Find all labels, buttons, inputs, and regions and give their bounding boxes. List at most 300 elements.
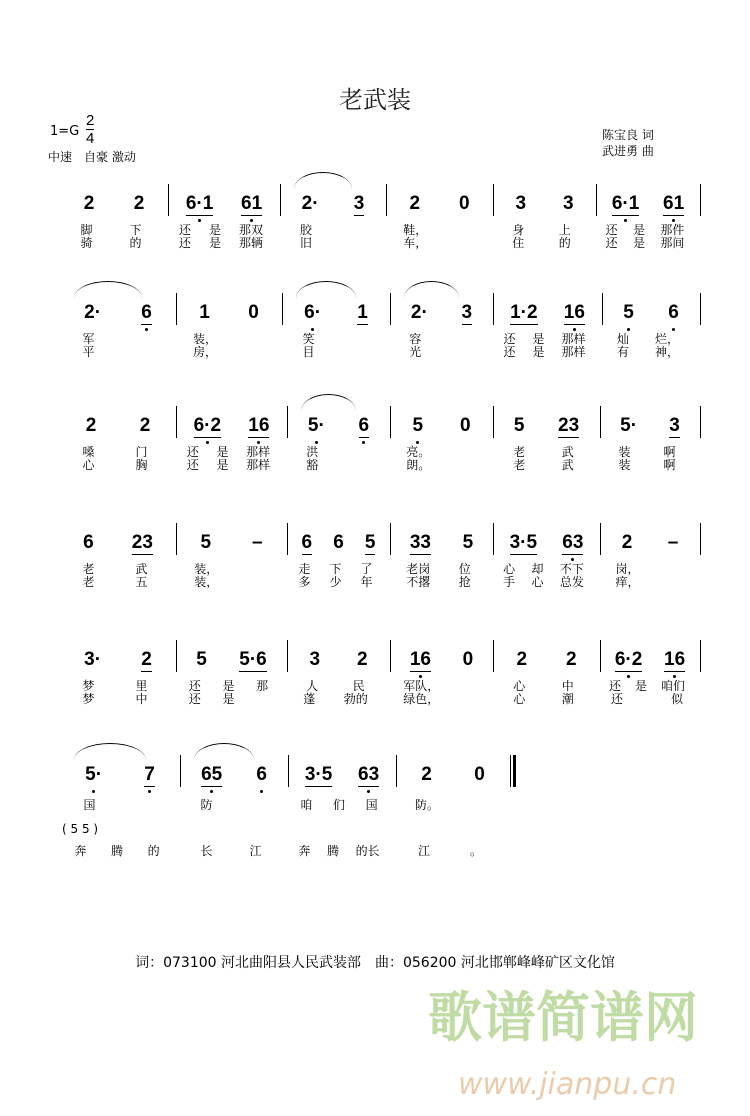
note: 2· bbox=[301, 193, 319, 214]
lyric-syllable: 啊 bbox=[663, 458, 676, 472]
lyric-syllable bbox=[247, 333, 259, 345]
note: 2 bbox=[85, 415, 97, 436]
measure bbox=[394, 299, 489, 327]
lyric-syllable: 老 bbox=[513, 445, 526, 459]
lyric-syllable: 还 bbox=[178, 223, 191, 237]
svg-text:歌谱简谱网: 歌谱简谱网 bbox=[428, 986, 698, 1049]
measure bbox=[394, 529, 489, 557]
lyric-syllable: 目 bbox=[302, 345, 315, 359]
lyric-line-v1 bbox=[289, 680, 382, 692]
note: 61 bbox=[663, 192, 685, 214]
note: 2· bbox=[410, 302, 428, 323]
lyric-line-v1 bbox=[392, 680, 485, 692]
note: 2 bbox=[621, 532, 633, 553]
staff-row bbox=[0, 761, 750, 858]
lyric-syllable: 上 bbox=[558, 223, 571, 237]
lyric-syllable bbox=[138, 799, 150, 811]
note: 0 bbox=[462, 649, 474, 670]
slur-arc bbox=[301, 394, 356, 411]
tempo-marking: 中速 自豪 激动 bbox=[48, 150, 136, 164]
lyric-syllable: 亮。 bbox=[406, 445, 431, 459]
note: 23 bbox=[558, 414, 580, 436]
slur-arc bbox=[296, 281, 356, 298]
lyric-syllable: 心 bbox=[503, 562, 516, 576]
lyric-line-v2 bbox=[178, 693, 279, 705]
lyric-line-v2 bbox=[495, 459, 592, 471]
lyric-syllable: 走 bbox=[298, 562, 311, 576]
lyric-syllable: 光 bbox=[409, 345, 422, 359]
lyric-line-v3 bbox=[398, 845, 502, 857]
note: 6 bbox=[358, 414, 370, 436]
lyric-syllable: 老 bbox=[82, 575, 95, 589]
lyric-syllable: 灿 bbox=[616, 332, 629, 346]
lyric-syllable: 武 bbox=[561, 445, 574, 459]
lyric-syllable: 的 bbox=[147, 844, 160, 858]
lyric-syllable: 嗓 bbox=[82, 445, 95, 459]
staff-row bbox=[0, 190, 750, 250]
lyric-syllable bbox=[458, 224, 470, 236]
lyric-syllable bbox=[135, 333, 147, 345]
measure bbox=[180, 412, 283, 440]
lyric-syllable: 还 bbox=[186, 445, 199, 459]
lyric-syllable: 神， bbox=[654, 345, 679, 359]
note: 6 bbox=[83, 532, 94, 553]
bar-line bbox=[600, 640, 601, 672]
lyric-syllable: 那双 bbox=[238, 223, 263, 237]
lyric-syllable: 还 bbox=[608, 679, 621, 693]
bar-line bbox=[396, 755, 397, 787]
note: 3·5 bbox=[509, 531, 538, 553]
measure bbox=[394, 646, 489, 674]
lyric-syllable: 还 bbox=[503, 332, 516, 346]
lyric-syllable: 总发 bbox=[559, 575, 584, 589]
lyric-syllable: 住 bbox=[512, 236, 525, 250]
bar-line bbox=[700, 184, 701, 216]
lyric-line-v2 bbox=[289, 693, 382, 705]
lyric-syllable bbox=[251, 576, 263, 588]
measure bbox=[172, 190, 276, 218]
bar-line bbox=[176, 406, 177, 438]
lyric-syllable bbox=[247, 346, 259, 358]
lyric-syllable: 是 bbox=[632, 223, 645, 237]
lyricist-credit: 陈宝良 词 bbox=[602, 128, 654, 142]
measure bbox=[180, 646, 283, 674]
lyric-line-v2 bbox=[178, 576, 279, 588]
bar-line bbox=[168, 184, 169, 216]
lyric-line-v1 bbox=[290, 799, 388, 811]
lyric-syllable: 军 bbox=[82, 332, 95, 346]
lyric-line-v2 bbox=[392, 459, 485, 471]
lyric-syllable: 心 bbox=[513, 692, 526, 706]
lyric-syllable: 是 bbox=[216, 445, 229, 459]
slur-arc bbox=[74, 743, 146, 760]
measure bbox=[291, 412, 386, 440]
note: 5 bbox=[364, 531, 376, 553]
note: 6 bbox=[333, 532, 344, 553]
lyric-line-v1 bbox=[289, 446, 382, 458]
lyric-syllable: 鞋， bbox=[403, 223, 428, 237]
lyric-line-v2 bbox=[178, 459, 279, 471]
lyric-line-v2 bbox=[392, 576, 485, 588]
note: 5· bbox=[620, 415, 638, 436]
note: 6·1 bbox=[611, 192, 640, 214]
bar-line bbox=[596, 184, 597, 216]
lyric-syllable bbox=[473, 799, 485, 811]
lyric-syllable: 装 bbox=[618, 445, 631, 459]
lyric-syllable: 的 bbox=[129, 236, 142, 250]
lyric-line-v3 bbox=[62, 845, 172, 857]
note: 16 bbox=[248, 414, 270, 436]
bar-line bbox=[180, 755, 181, 787]
lyric-line-v1 bbox=[392, 563, 485, 575]
staff-row bbox=[0, 412, 750, 472]
note: 0 bbox=[459, 415, 471, 436]
measure bbox=[291, 529, 386, 557]
lyric-line-v1 bbox=[284, 333, 382, 345]
note: 2 bbox=[139, 415, 151, 436]
measure bbox=[497, 190, 592, 218]
measure bbox=[497, 412, 596, 440]
measure bbox=[64, 190, 164, 218]
lyric-syllable: 的 bbox=[558, 236, 571, 250]
lyric-syllable: 江 bbox=[249, 844, 262, 858]
lyric-syllable bbox=[459, 446, 471, 458]
lyric-syllable: 还 bbox=[610, 692, 623, 706]
note: 0 bbox=[458, 193, 470, 214]
lyric-syllable: 老 bbox=[82, 562, 95, 576]
note: 6·2 bbox=[614, 648, 643, 670]
measure bbox=[400, 761, 506, 789]
bar-line bbox=[390, 293, 391, 325]
measure bbox=[64, 412, 172, 440]
note: 3·5 bbox=[304, 763, 333, 785]
measure bbox=[292, 761, 392, 789]
note: 1 bbox=[199, 302, 210, 323]
bar-line bbox=[493, 184, 494, 216]
lyric-syllable bbox=[348, 237, 360, 249]
lyric-syllable: 那 bbox=[256, 679, 269, 693]
lyric-syllable: 们 bbox=[332, 798, 345, 812]
lyric-syllable: 还 bbox=[186, 458, 199, 472]
note: 3 bbox=[669, 414, 680, 436]
composer-credit: 武进勇 曲 bbox=[602, 144, 654, 158]
staff-row bbox=[0, 529, 750, 589]
lyric-line-v1 bbox=[495, 333, 594, 345]
lyric-line-v1 bbox=[392, 333, 485, 345]
note: 2 bbox=[565, 649, 577, 670]
note: 2 bbox=[516, 649, 528, 670]
measure bbox=[180, 529, 283, 557]
lyric-syllable: 脚 bbox=[80, 223, 93, 237]
measure bbox=[394, 412, 489, 440]
staff-row bbox=[0, 646, 750, 706]
lyric-syllable: 痒， bbox=[615, 575, 640, 589]
lyric-syllable: 的长 bbox=[355, 844, 380, 858]
lyric-syllable: 那件 bbox=[660, 223, 685, 237]
lyric-syllable bbox=[641, 693, 653, 705]
note: 7 bbox=[144, 763, 155, 785]
lyric-line-v1 bbox=[62, 563, 168, 575]
lyric-syllable: 中 bbox=[135, 692, 148, 706]
lyric-syllable: 不撂 bbox=[406, 575, 431, 589]
lyric-line-v1 bbox=[495, 680, 592, 692]
lyric-syllable: 老 bbox=[513, 458, 526, 472]
bar-line bbox=[700, 640, 701, 672]
lyric-syllable bbox=[666, 576, 678, 588]
note: 5·6 bbox=[239, 648, 267, 670]
lyric-line-v2 bbox=[392, 693, 485, 705]
slur-arc bbox=[194, 743, 254, 760]
lyric-line-v1 bbox=[495, 224, 588, 236]
note: 23 bbox=[131, 531, 153, 553]
bar-line bbox=[700, 406, 701, 438]
lyric-syllable: 还 bbox=[503, 345, 516, 359]
note: 63 bbox=[358, 763, 380, 785]
watermark-logo bbox=[418, 976, 718, 1112]
note: 3 bbox=[515, 193, 527, 214]
lyric-syllable: 骑 bbox=[80, 236, 93, 250]
note: 2 bbox=[133, 193, 145, 214]
lyric-syllable: 人 bbox=[306, 679, 319, 693]
lyric-syllable: 武 bbox=[135, 562, 148, 576]
lyric-syllable: 民 bbox=[352, 679, 365, 693]
lyric-syllable: 有 bbox=[616, 345, 629, 359]
note: 0 bbox=[248, 302, 259, 323]
lyric-syllable: 军队， bbox=[403, 679, 440, 693]
lyric-line-v2 bbox=[62, 346, 168, 358]
note: 5 bbox=[196, 649, 207, 670]
lyric-syllable: 是 bbox=[208, 223, 221, 237]
lyric-line-v2 bbox=[62, 576, 168, 588]
lyric-line-v1 bbox=[602, 446, 692, 458]
lyric-line-v1 bbox=[62, 680, 168, 692]
lyric-line-v2 bbox=[602, 693, 692, 705]
note: 6 bbox=[668, 302, 679, 323]
lyric-syllable bbox=[251, 563, 263, 575]
lyric-syllable: 是 bbox=[632, 236, 645, 250]
lyric-syllable: 奔 bbox=[74, 844, 87, 858]
bar-line bbox=[600, 523, 601, 555]
note: 3· bbox=[84, 649, 102, 670]
lyric-syllable: 江 bbox=[417, 844, 430, 858]
lyric-line-v2 bbox=[495, 693, 592, 705]
lyric-syllable: 。 bbox=[469, 844, 482, 858]
measure bbox=[286, 299, 386, 327]
lyric-syllable: 老岗 bbox=[406, 562, 431, 576]
lyric-syllable: 胶 bbox=[299, 223, 312, 237]
lyric-syllable: 烂， bbox=[654, 332, 679, 346]
lyric-syllable bbox=[351, 346, 363, 358]
bar-line bbox=[390, 523, 391, 555]
lyric-syllable: 却 bbox=[531, 562, 544, 576]
lyric-syllable: 那样 bbox=[561, 345, 586, 359]
lyric-line-v2 bbox=[495, 346, 594, 358]
note: 16 bbox=[409, 648, 431, 670]
lyric-syllable bbox=[456, 333, 468, 345]
bar-line bbox=[390, 640, 391, 672]
bar-line bbox=[493, 293, 494, 325]
note: 6·2 bbox=[193, 414, 222, 436]
measure bbox=[284, 190, 382, 218]
note: 5· bbox=[85, 764, 103, 785]
lyric-syllable bbox=[459, 459, 471, 471]
note: 6 bbox=[256, 764, 267, 785]
note: 3 bbox=[562, 193, 574, 214]
note: 6 bbox=[141, 301, 152, 323]
key-signature: 1=G bbox=[50, 124, 80, 139]
lyric-line-v2 bbox=[178, 346, 274, 358]
lyric-line-v1 bbox=[392, 446, 485, 458]
bar-line bbox=[288, 755, 289, 787]
measure bbox=[64, 529, 172, 557]
lyric-syllable: 武 bbox=[561, 458, 574, 472]
note: 0 bbox=[474, 764, 485, 785]
note: 2· bbox=[84, 302, 102, 323]
alt-notes: ( 5 5 ) bbox=[62, 822, 99, 836]
lyric-line-v2 bbox=[604, 346, 692, 358]
note: 3 bbox=[353, 192, 365, 214]
bar-line bbox=[386, 184, 387, 216]
lyric-syllable: 还 bbox=[188, 679, 201, 693]
measure bbox=[64, 299, 172, 327]
lyric-line-v2 bbox=[62, 237, 160, 249]
note: – bbox=[251, 532, 263, 553]
measure bbox=[390, 190, 489, 218]
note: 16 bbox=[664, 648, 686, 670]
lyric-syllable: 长 bbox=[200, 844, 213, 858]
lyric-syllable: 身 bbox=[512, 223, 525, 237]
slur-arc bbox=[74, 281, 142, 298]
lyric-syllable: 国 bbox=[365, 798, 378, 812]
lyric-line-v2 bbox=[495, 576, 592, 588]
lyric-syllable bbox=[135, 346, 147, 358]
time-bottom: 4 bbox=[86, 130, 95, 147]
lyric-syllable: 腾 bbox=[326, 844, 339, 858]
lyric-syllable: 还 bbox=[605, 223, 618, 237]
note: 63 bbox=[562, 531, 584, 553]
final-double-bar bbox=[510, 755, 517, 787]
lyric-syllable: 梦 bbox=[82, 692, 95, 706]
lyric-syllable bbox=[456, 346, 468, 358]
lyric-syllable: 是 bbox=[634, 679, 647, 693]
note: 5 bbox=[462, 532, 474, 553]
measure bbox=[604, 529, 696, 557]
bar-line bbox=[700, 523, 701, 555]
lyric-line-v2 bbox=[289, 459, 382, 471]
measure bbox=[64, 761, 176, 789]
lyric-line-v1 bbox=[62, 446, 168, 458]
note: 1·2 bbox=[510, 301, 538, 323]
note: 6 bbox=[301, 531, 313, 553]
lyric-syllable: 那样 bbox=[246, 445, 271, 459]
lyric-line-v1 bbox=[62, 333, 168, 345]
bar-line bbox=[287, 523, 288, 555]
lyric-syllable: 下 bbox=[329, 562, 342, 576]
lyric-line-v1 bbox=[62, 799, 172, 811]
lyric-syllable: 装， bbox=[192, 332, 217, 346]
lyric-syllable: 还 bbox=[188, 692, 201, 706]
lyric-syllable: 下 bbox=[129, 223, 142, 237]
lyric-syllable: 还 bbox=[605, 236, 618, 250]
lyric-line-v2 bbox=[284, 346, 382, 358]
lyric-line-v1 bbox=[388, 224, 485, 236]
measure bbox=[606, 299, 696, 327]
lyric-syllable: 五 bbox=[135, 575, 148, 589]
lyric-line-v3 bbox=[290, 845, 388, 857]
lyric-syllable: 奔 bbox=[298, 844, 311, 858]
measure bbox=[64, 646, 172, 674]
lyric-syllable bbox=[249, 799, 261, 811]
lyric-syllable: 防。 bbox=[414, 798, 439, 812]
lyric-syllable: 笑 bbox=[302, 332, 315, 346]
lyric-line-v2 bbox=[282, 237, 378, 249]
lyric-syllable: 勃的 bbox=[343, 692, 368, 706]
lyric-syllable bbox=[458, 237, 470, 249]
measure bbox=[180, 299, 278, 327]
lyric-syllable: 旧 bbox=[299, 236, 312, 250]
lyric-syllable: 位 bbox=[458, 562, 471, 576]
lyric-line-v1 bbox=[182, 799, 280, 811]
lyric-line-v1 bbox=[170, 224, 272, 236]
svg-text:www.jianpu.cn: www.jianpu.cn bbox=[458, 1067, 677, 1102]
note: 5 bbox=[412, 415, 424, 436]
measure bbox=[604, 412, 696, 440]
lyric-syllable: 不下 bbox=[559, 562, 584, 576]
lyric-syllable: 还 bbox=[178, 236, 191, 250]
lyric-syllable bbox=[666, 563, 678, 575]
bar-line bbox=[493, 406, 494, 438]
lyric-syllable: 那样 bbox=[561, 332, 586, 346]
lyric-line-v2 bbox=[62, 693, 168, 705]
lyric-syllable: 咱 bbox=[300, 798, 313, 812]
lyric-line-v1 bbox=[495, 446, 592, 458]
lyric-syllable: 国 bbox=[83, 798, 96, 812]
bar-line bbox=[176, 523, 177, 555]
note: 33 bbox=[409, 531, 431, 553]
time-signature bbox=[86, 112, 94, 147]
bar-line bbox=[287, 640, 288, 672]
bar-line bbox=[493, 523, 494, 555]
lyric-syllable: 似 bbox=[670, 692, 683, 706]
note: 5 bbox=[200, 532, 212, 553]
lyric-syllable bbox=[462, 693, 474, 705]
lyric-syllable: 多 bbox=[298, 575, 311, 589]
measure bbox=[497, 299, 598, 327]
bar-line bbox=[287, 406, 288, 438]
bar-line bbox=[176, 293, 177, 325]
measure bbox=[600, 190, 696, 218]
lyric-syllable: 啊 bbox=[663, 445, 676, 459]
lyric-line-v2 bbox=[392, 346, 485, 358]
lyric-syllable: 心 bbox=[513, 679, 526, 693]
lyric-syllable: 抢 bbox=[458, 575, 471, 589]
note: 2 bbox=[141, 648, 152, 670]
lyric-syllable: 车， bbox=[403, 236, 428, 250]
lyric-syllable bbox=[256, 693, 268, 705]
lyric-line-v2 bbox=[602, 459, 692, 471]
footer-credits: 词：073100 河北曲阳县人民武装部 曲：056200 河北邯郸峰峰矿区文化馆 bbox=[135, 955, 615, 971]
bar-line bbox=[176, 640, 177, 672]
lyric-line-v2 bbox=[598, 237, 692, 249]
lyric-syllable: 是 bbox=[216, 458, 229, 472]
lyric-line-v1 bbox=[495, 563, 592, 575]
bar-line bbox=[700, 293, 701, 325]
lyric-line-v1 bbox=[178, 680, 279, 692]
lyric-syllable: 那样 bbox=[246, 458, 271, 472]
lyric-syllable bbox=[353, 459, 365, 471]
lyric-syllable: 手 bbox=[503, 575, 516, 589]
note: 6· bbox=[304, 302, 322, 323]
